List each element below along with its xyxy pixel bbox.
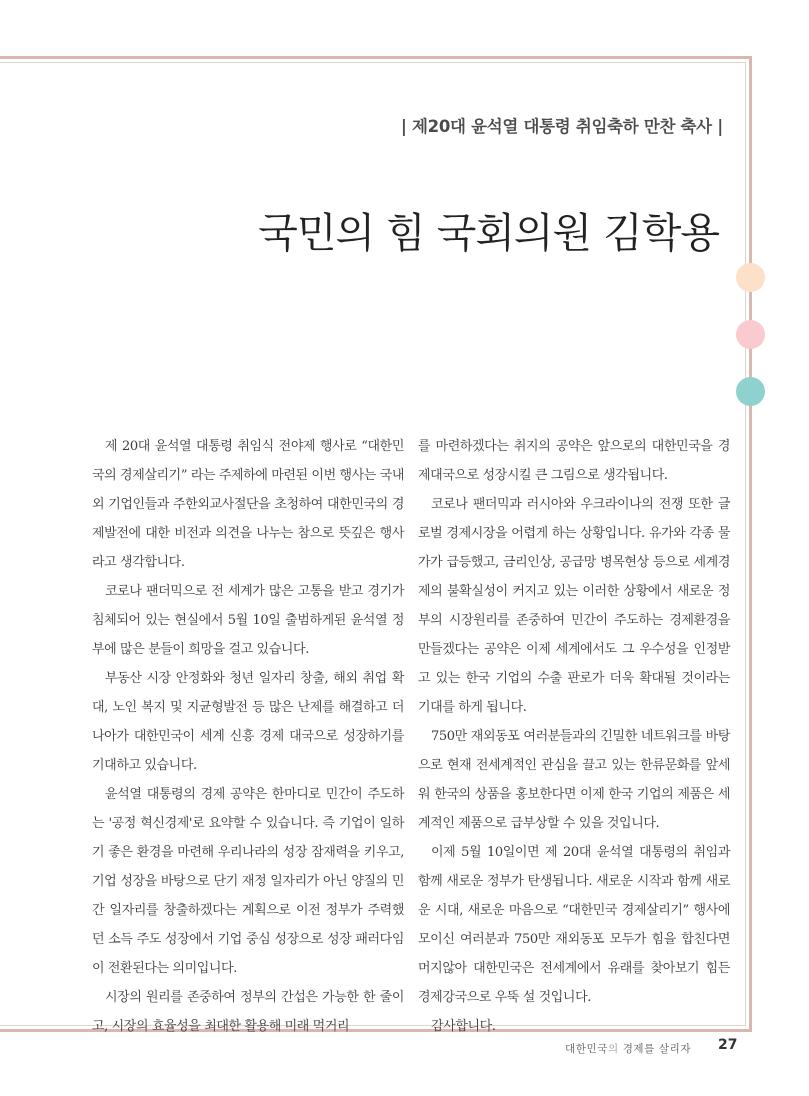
paragraph: 부동산 시장 안정화와 청년 일자리 창출, 해외 취업 확대, 노인 복지 및 지균형발전 등 많은 난제를 해결하고 더 나아가 대한민국이 세계 신흥 경제 대국으로 성장하기를 기대하고 있습니다.	[92, 671, 404, 773]
decorative-dot-pink	[736, 320, 765, 349]
body-column-left	[92, 432, 404, 1041]
decorative-dot-peach	[736, 263, 765, 292]
footer-running-title	[565, 1041, 691, 1056]
paragraph: 이제 5월 10일이면 제 20대 윤석열 대통령의 취임과 함께 새로운 정부가 탄생됩니다. 새로운 시작과 함께 새로운 시대, 새로운 마음으로 “대한민국 경제살리기” 행사에 모이신 여러분과 750만 재외동포 모두가 힘을 합친다면 머지않아 대한민국은 전세계에서 유래를 찾아보기 힘든 경제강국으로 우뚝 설 것입니다.	[418, 845, 730, 1005]
paragraph: 시장의 원리를 존중하여 정부의 간섭은 가능한 한 줄이고, 시장의 효율성을 최대한 활용해 미래 먹거리	[92, 990, 404, 1034]
paragraph: 감사합니다.	[431, 1019, 496, 1034]
section-label: | 제20대 윤석열 대통령 취임축하 만찬 축사 |	[400, 117, 723, 136]
page-number: 27	[718, 1037, 738, 1053]
footer-text-part: 의	[607, 1043, 619, 1055]
paragraph: 750만 재외동포 여러분들과의 긴밀한 네트워크를 바탕으로 현재 전세계적인 관심을 끌고 있는 한류문화를 앞세워 한국의 상품을 홍보한다면 이제 한국 기업의 제품은 세계적인 제품으로 급부상할 수 있을 것입니다.	[418, 729, 730, 831]
paragraph: 코로나 팬더믹으로 전 세계가 많은 고통을 받고 경기가 침체되어 있는 현실에서 5월 10일 출범하게된 윤석열 정부에 많은 분들이 희망을 걸고 있습니다.	[92, 584, 404, 657]
footer-text-part: 경제를 살리자	[622, 1043, 692, 1055]
paragraph: 를 마련하겠다는 취지의 공약은 앞으로의 대한민국을 경제대국으로 성장시킬 큰 그림으로 생각됩니다.	[418, 439, 730, 483]
paragraph: 제 20대 윤석열 대통령 취임식 전야제 행사로 “대한민국의 경제살리기” 라는 주제하에 마련된 이번 행사는 국내외 기업인들과 주한외교사절단을 초청하여 대한민국의 경제발전에 대한 비전과 의견을 나누는 참으로 뜻깊은 행사라고 생각합니다.	[92, 439, 405, 570]
author-title: 국민의 힘 국회의원 김학용	[258, 209, 719, 257]
paragraph: 코로나 팬더믹과 러시아와 우크라이나의 전쟁 또한 글로벌 경제시장을 어렵게 하는 상황입니다. 유가와 각종 물가가 급등했고, 금리인상, 공급망 병목현상 등으로 세계경제의 불확실성이 커지고 있는 이러한 상황에서 새로운 정부의 시장원리를 존중하여 민간이 주도하는 경제환경을 만들겠다는 공약은 이제 세계에서도 그 우수성을 인정받고 있는 한국 기업의 수출 판로가 더욱 확대될 것이라는 기대를 하게 됩니다.	[418, 497, 730, 715]
footer-text-part: 대한민국	[565, 1043, 608, 1055]
decorative-dot-teal	[736, 377, 765, 406]
body-column-right	[418, 432, 730, 1041]
paragraph: 윤석열 대통령의 경제 공약은 한마디로 민간이 주도하는 '공정 혁신경제'로 요약할 수 있습니다. 즉 기업이 일하기 좋은 환경을 마련해 우리나라의 성장 잠재력을 키우고, 기업 성장을 바탕으로 단기 재정 일자리가 아닌 양질의 민간 일자리를 창출하겠다는 계획으로 이전 정부가 주력했던 소득 주도 성장에서 기업 중심 성장으로 성장 패러다임이 전환된다는 의미입니다.	[92, 787, 404, 976]
